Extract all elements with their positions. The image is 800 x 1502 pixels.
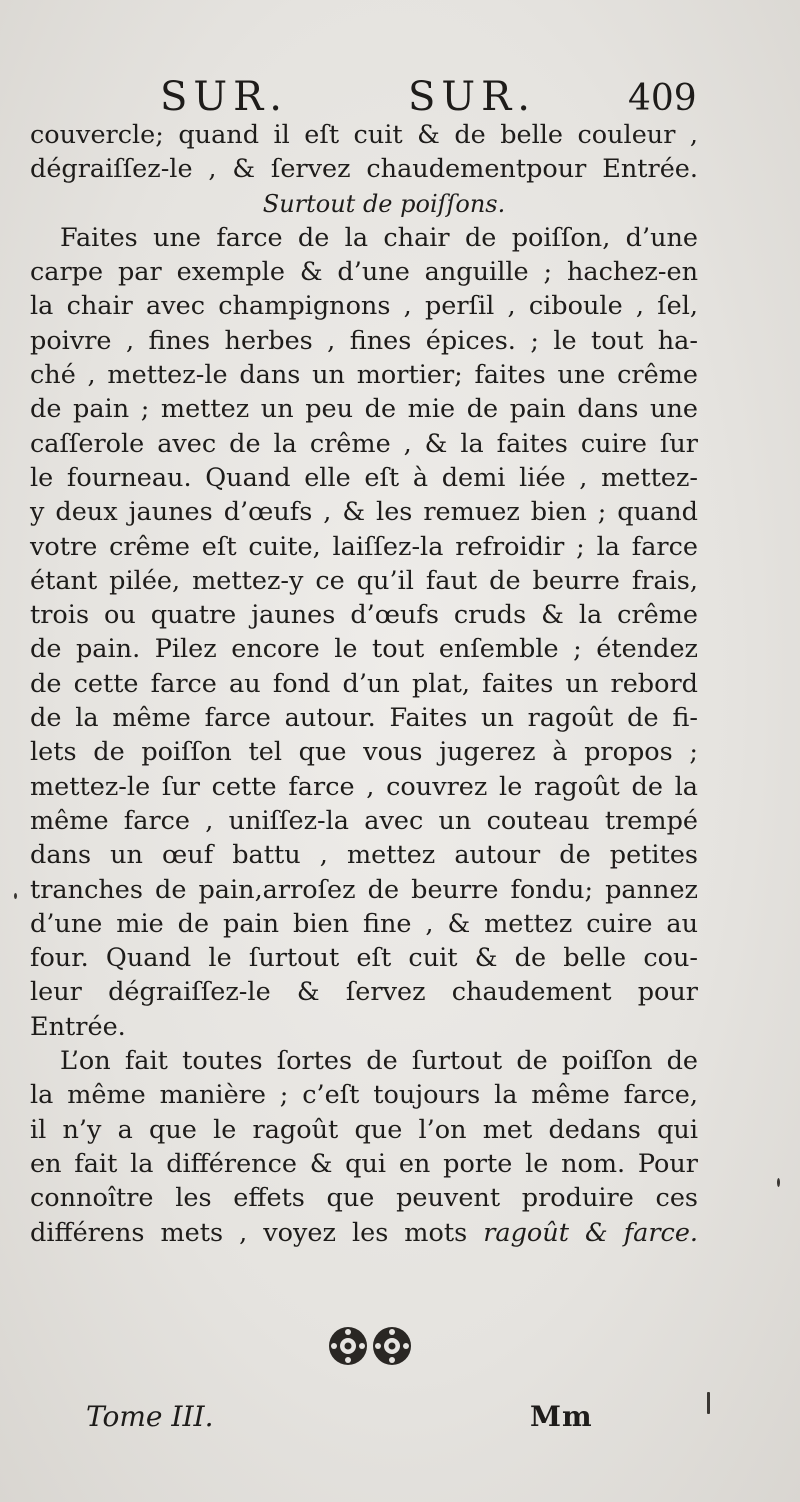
page-footer: [0, 1400, 800, 1440]
text-line: en fait la différence & qui en porte le nom. Pour: [30, 1148, 698, 1179]
fleuron-ornament-icon: [326, 1322, 414, 1370]
text-line: le fourneau. Quand elle eſt à demi liée , mettez-: [30, 462, 698, 493]
text-line: mettez-le ſur cette farce , couvrez le ragoût de la: [30, 771, 698, 802]
section-heading: Surtout de poiſſons.: [262, 189, 506, 218]
text-line: caſſerole avec de la crême , & la faites cuire ſur: [30, 428, 698, 459]
text-line: couvercle; quand il eſt cuit & de belle couleur ,: [30, 120, 698, 150]
text-line: la même manière ; c’eſt toujours la même farce,: [30, 1080, 698, 1111]
volume-label: Tome III.: [86, 1400, 214, 1433]
text-line: dans un œuf battu , mettez autour de petites: [30, 840, 698, 871]
italic-ampersand: &: [584, 1217, 608, 1248]
text-line: ché , mettez-le dans un mortier; faites une crême: [30, 360, 698, 391]
text-line: four. Quand le ſurtout eſt cuit & de belle cou-: [30, 943, 698, 974]
body-text: [30, 118, 698, 1250]
text-line: de pain. Pilez encore le tout enſemble ; étendez: [30, 634, 698, 665]
text-line: de cette farce au fond d’un plat, faites un rebord: [30, 668, 698, 699]
running-head-right: SUR.: [408, 74, 536, 120]
text-line: votre crême eſt cuite, laiſſez-la refroidir ; la farce: [30, 531, 698, 562]
text-line: Faites une farce de la chair de poiſſon, d’une: [60, 222, 698, 253]
text-line: L’on fait toutes ſortes de ſurtout de poiſſon de: [60, 1046, 698, 1077]
page-number: 409: [628, 78, 697, 119]
running-head: [0, 74, 800, 124]
ink-speck: [14, 893, 17, 899]
text-line: lets de poiſſon tel que vous jugerez à propos ;: [30, 737, 698, 768]
italic-word-ragout: ragoût: [483, 1217, 569, 1248]
text-line: connoître les effets que peuvent produire ces: [30, 1183, 698, 1214]
text-line: tranches de pain,arroſez de beurre fondu; pannez: [30, 874, 698, 905]
text-line: même farce , uniſſez-la avec un couteau trempé: [30, 805, 698, 836]
text-line: il n’y a que le ragoût que l’on met dedans qui: [30, 1114, 698, 1145]
ink-speck: [777, 1178, 780, 1187]
text-line: leur dégraiſſez-le & ſervez chaudement pour: [30, 977, 698, 1008]
text-line: carpe par exemple & d’une anguille ; hachez-en: [30, 257, 698, 288]
final-text-line: [30, 1216, 698, 1250]
ink-speck: [707, 1392, 710, 1414]
signature-mark: Mm: [530, 1400, 593, 1433]
text-line: y deux jaunes d’œufs , & les remuez bien ; quand: [30, 497, 698, 528]
italic-word-farce: farce.: [623, 1217, 699, 1248]
text-line: de la même farce autour. Faites un ragoût de fi-: [30, 703, 698, 734]
text-line: la chair avec champignons , perſil , ciboule , ſel,: [30, 291, 698, 322]
text-line: poivre , fines herbes , fines épices. ; le tout ha-: [30, 325, 698, 356]
text-line: étant pilée, mettez-y ce qu’il faut de beurre frais,: [30, 565, 698, 596]
text-line: de pain ; mettez un peu de mie de pain dans une: [30, 394, 698, 425]
final-line-text: différens mets , voyez les mots: [30, 1217, 468, 1248]
text-line: dégraiſſez-le , & ſervez chaudementpour Entrée.: [30, 154, 698, 185]
text-line: d’une mie de pain bien fine , & mettez cuire au: [30, 908, 698, 939]
text-line: trois ou quatre jaunes d’œufs cruds & la crême: [30, 600, 698, 631]
text-line: Entrée.: [30, 1011, 126, 1042]
running-head-left: SUR.: [160, 74, 288, 120]
